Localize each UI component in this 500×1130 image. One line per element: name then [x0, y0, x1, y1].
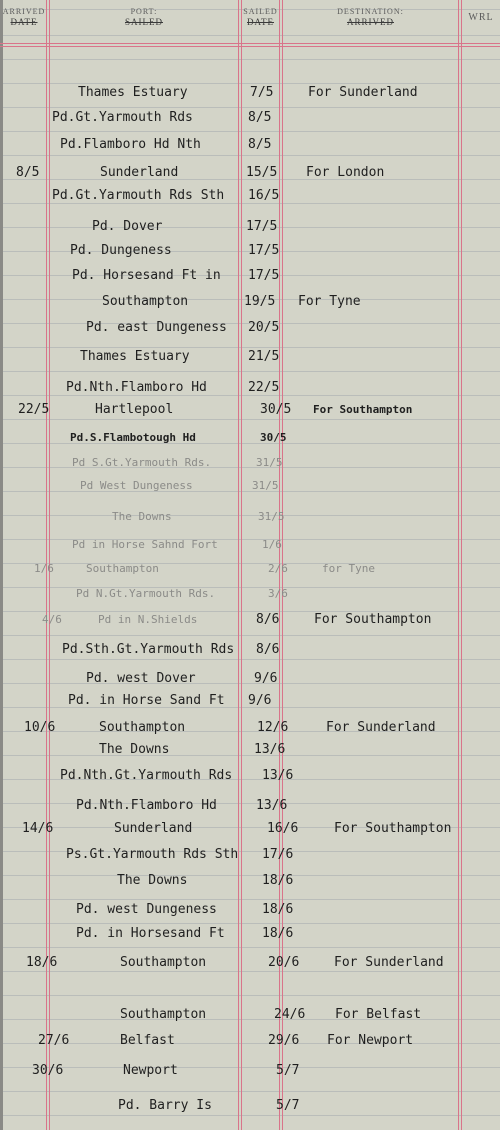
destination: For Sunderland	[308, 85, 418, 100]
header-arrived-sub: DATE	[10, 17, 38, 27]
port-name: Thames Estuary	[78, 85, 188, 100]
column-rule	[458, 0, 459, 1130]
arrived-date: 10/6	[24, 720, 56, 735]
destination: For Southampton	[334, 821, 452, 836]
port-name: Southampton	[102, 294, 189, 309]
header-sailed	[242, 6, 279, 28]
port-name: Pd.S.Flambotough Hd	[70, 431, 196, 444]
port-name: Pd.Nth.Gt.Yarmouth Rds	[60, 768, 233, 783]
port-name: Sunderland	[100, 165, 179, 180]
arrived-date: 27/6	[38, 1033, 70, 1048]
sailed-date: 13/6	[262, 768, 294, 783]
header-arrived-label: ARRIVED	[2, 7, 46, 16]
port-name: Pd.Gt.Yarmouth Rds Sth	[52, 188, 225, 203]
arrived-date: 14/6	[22, 821, 54, 836]
header-port-label: PORT:	[130, 7, 158, 16]
sailed-date: 1/6	[262, 538, 282, 551]
sailed-date: 22/5	[248, 380, 280, 395]
port-name: Pd. Dungeness	[70, 243, 172, 258]
sailed-date: 13/6	[256, 798, 288, 813]
header-arrived	[2, 6, 46, 28]
header-sailed-sub: DATE	[247, 17, 274, 27]
port-name: Pd.Flamboro Hd Nth	[60, 137, 201, 152]
port-name: The Downs	[112, 510, 172, 523]
header-destination	[283, 6, 458, 28]
sailed-date: 16/6	[267, 821, 299, 836]
sailed-date: 20/5	[248, 320, 280, 335]
header-port	[50, 6, 238, 28]
destination: for Tyne	[322, 562, 375, 575]
port-name: Pd. Dover	[92, 219, 163, 234]
sailed-date: 7/5	[250, 85, 274, 100]
header-wrl-label: WRL	[468, 12, 494, 23]
sailed-date: 17/5	[248, 268, 280, 283]
sailed-date: 17/5	[248, 243, 280, 258]
destination: For Southampton	[314, 612, 432, 627]
header-rule	[0, 46, 500, 47]
sailed-date: 17/5	[246, 219, 278, 234]
header-wrl	[462, 12, 500, 23]
header-rule	[0, 43, 500, 44]
arrived-date: 4/6	[42, 613, 62, 626]
sailed-date: 5/7	[276, 1098, 300, 1113]
port-name: Pd West Dungeness	[80, 479, 193, 492]
sailed-date: 19/5	[244, 294, 276, 309]
port-name: Pd.Nth.Flamboro Hd	[66, 380, 207, 395]
sailed-date: 9/6	[248, 693, 272, 708]
sailed-date: 5/7	[276, 1063, 300, 1078]
sailed-date: 31/5	[256, 456, 283, 469]
sailed-date: 15/5	[246, 165, 278, 180]
sailed-date: 31/5	[258, 510, 285, 523]
port-name: Pd in Horse Sahnd Fort	[72, 538, 218, 551]
sailed-date: 17/6	[262, 847, 294, 862]
page-edge	[0, 0, 3, 1130]
port-name: Ps.Gt.Yarmouth Rds Sth	[66, 847, 239, 862]
sailed-date: 8/5	[248, 137, 272, 152]
column-rule	[461, 0, 462, 1130]
column-rule	[238, 0, 239, 1130]
sailed-date: 3/6	[268, 587, 288, 600]
port-name: Pd. in Horse Sand Ft	[68, 693, 225, 708]
port-name: Pd. in Horsesand Ft	[76, 926, 225, 941]
sailed-date: 8/5	[248, 110, 272, 125]
port-name: Southampton	[120, 955, 207, 970]
destination: For Newport	[327, 1033, 414, 1048]
port-name: Pd.Nth.Flamboro Hd	[76, 798, 217, 813]
sailed-date: 24/6	[274, 1007, 306, 1022]
port-name: Pd.Gt.Yarmouth Rds	[52, 110, 193, 125]
port-name: Pd in N.Shields	[98, 613, 198, 626]
sailed-date: 12/6	[257, 720, 289, 735]
arrived-date: 22/5	[18, 402, 50, 417]
sailed-date: 20/6	[268, 955, 300, 970]
sailed-date: 18/6	[262, 926, 294, 941]
header-destination-label: DESTINATION:	[337, 7, 404, 16]
port-name: Sunderland	[114, 821, 193, 836]
port-name: Hartlepool	[95, 402, 174, 417]
port-name: Pd. Barry Is	[118, 1098, 212, 1113]
sailed-date: 21/5	[248, 349, 280, 364]
port-name: Pd. east Dungeness	[86, 320, 227, 335]
port-name: Pd. west Dungeness	[76, 902, 217, 917]
sailed-date: 16/5	[248, 188, 280, 203]
sailed-date: 29/6	[268, 1033, 300, 1048]
port-name: Thames Estuary	[80, 349, 190, 364]
column-rule	[241, 0, 242, 1130]
sailed-date: 30/5	[260, 402, 292, 417]
arrived-date: 30/6	[32, 1063, 64, 1078]
destination: For Tyne	[298, 294, 361, 309]
sailed-date: 2/6	[268, 562, 288, 575]
sailed-date: 18/6	[262, 902, 294, 917]
sailed-date: 30/5	[260, 431, 287, 444]
arrived-date: 1/6	[34, 562, 54, 575]
destination: For Sunderland	[326, 720, 436, 735]
arrived-date: 8/5	[16, 165, 40, 180]
port-name: Pd. west Dover	[86, 671, 196, 686]
sailed-date: 8/6	[256, 642, 280, 657]
port-name: Pd. Horsesand Ft in	[72, 268, 221, 283]
port-name: Belfast	[120, 1033, 175, 1048]
sailed-date: 31/5	[252, 479, 279, 492]
sailed-date: 13/6	[254, 742, 286, 757]
sailed-date: 18/6	[262, 873, 294, 888]
destination: For London	[306, 165, 385, 180]
port-name: The Downs	[117, 873, 188, 888]
port-name: The Downs	[99, 742, 170, 757]
sailed-date: 9/6	[254, 671, 278, 686]
port-name: Southampton	[120, 1007, 207, 1022]
port-name: Southampton	[99, 720, 186, 735]
destination: For Belfast	[335, 1007, 422, 1022]
destination: For Sunderland	[334, 955, 444, 970]
port-name: Southampton	[86, 562, 159, 575]
arrived-date: 18/6	[26, 955, 58, 970]
port-name: Newport	[123, 1063, 178, 1078]
destination: For Southampton	[313, 403, 413, 416]
header-port-sub: SAILED	[125, 17, 163, 27]
port-name: Pd.Sth.Gt.Yarmouth Rds	[62, 642, 235, 657]
header-sailed-label: SAILED	[243, 7, 278, 16]
port-name: Pd S.Gt.Yarmouth Rds.	[72, 456, 212, 469]
header-destination-sub: ARRIVED	[347, 17, 394, 27]
sailed-date: 8/6	[256, 612, 280, 627]
port-name: Pd N.Gt.Yarmouth Rds.	[76, 587, 216, 600]
